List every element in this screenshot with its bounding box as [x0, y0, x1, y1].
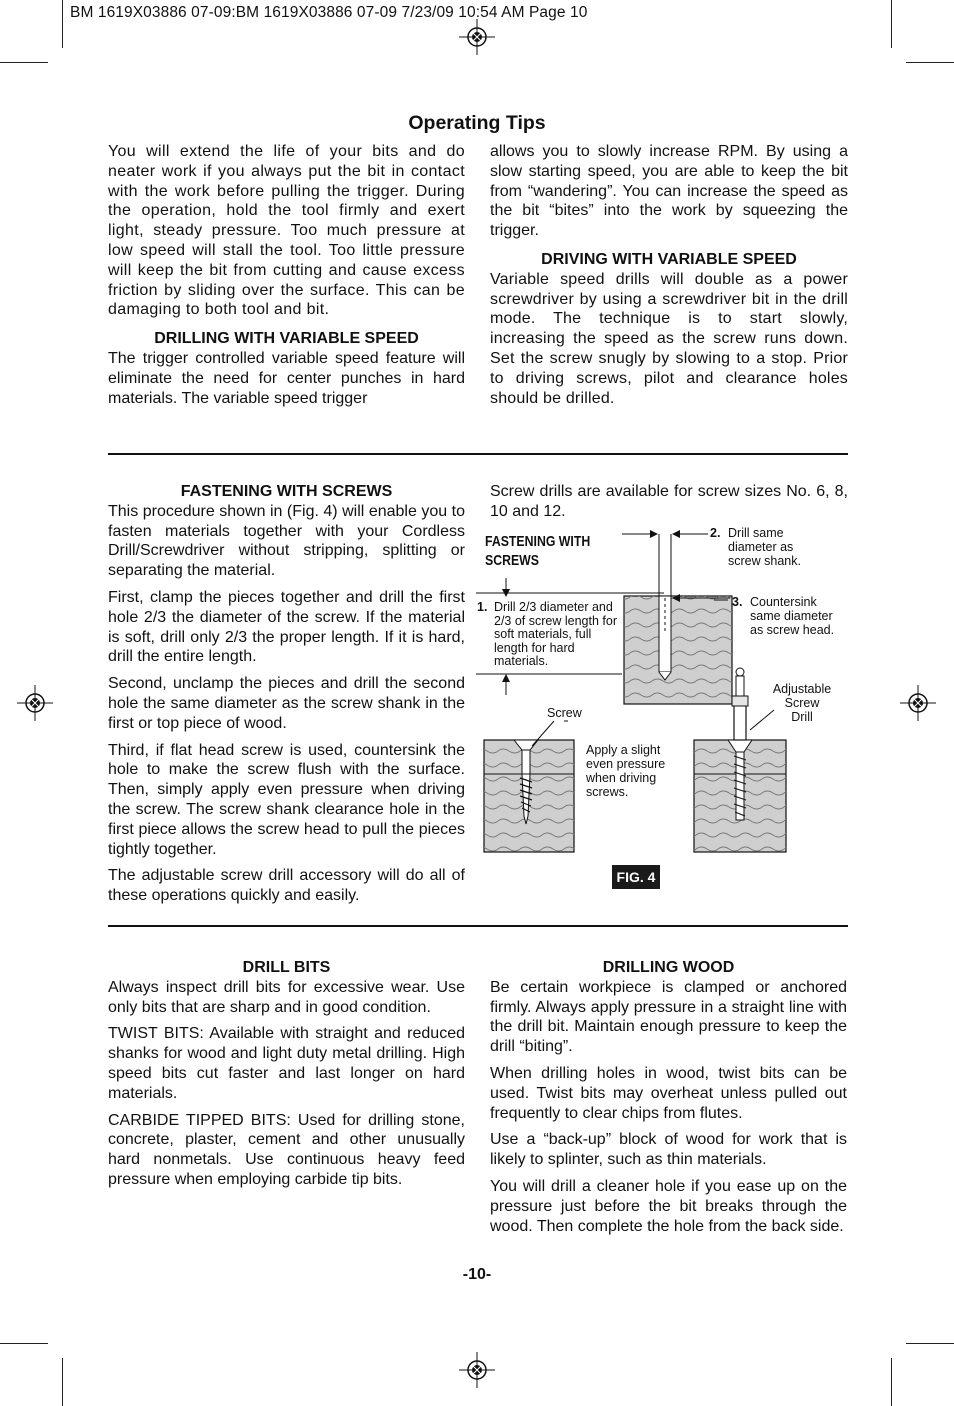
- section1-left-column: [108, 142, 465, 408]
- section2-right-column: [490, 482, 848, 522]
- fig-label-3-number: 3.: [732, 595, 743, 609]
- drilling-wood-paragraph: You will drill a cleaner hole if you ease up on the pressure just before the bit breaks through the wood. Then complete the hole from the back side.: [490, 1177, 847, 1235]
- fastening-paragraph: Second, unclamp the pieces and drill the second hole the same diameter as the screw shank in the first or top piece of wood.: [108, 675, 465, 732]
- fig-pressure-line: even pressure: [586, 757, 666, 771]
- drill-bits-paragraph: TWIST BITS: Available with straight and reduced shanks for wood and light duty metal drilling. High speed bits cut faster and last longer on hard materials.: [108, 1025, 465, 1102]
- drill-bits-heading: DRILL BITS: [242, 959, 331, 976]
- fastening-screws-heading: FASTENING WITH SCREWS: [180, 483, 393, 500]
- fig-label-1-line: 2/3 of screw length for: [494, 613, 617, 628]
- registration-mark-bottom-icon: [459, 1352, 495, 1388]
- page-number: -10-: [462, 1266, 492, 1283]
- drill-bits-paragraph: CARBIDE TIPPED BITS: Used for drilling stone, concrete, plaster, cement and other unusually hard nonmetals. Use continuous heavy feed pressure when employing carbide tip bits.: [108, 1111, 465, 1188]
- crop-mark-bottom-right-h: [906, 1343, 954, 1344]
- crop-mark-bottom-left-h: [0, 1343, 48, 1344]
- crop-mark-top-left-v: [62, 0, 63, 48]
- crop-mark-top-left-h: [0, 62, 48, 63]
- drilling-variable-speed-heading: DRILLING WITH VARIABLE SPEED: [154, 330, 419, 348]
- fig-heading-line1: FASTENING WITH: [485, 533, 591, 550]
- fig-adjustable-line: Drill: [791, 710, 813, 724]
- fastening-paragraph: Third, if flat head screw is used, countersink the hole to make the screw flush with the surface. Then, simply apply even pressure when driving the screw. The screw shank clearance hole in the first piece allows the screw head to pull the pieces tightly together.: [108, 741, 465, 858]
- section1-right-column: [490, 142, 848, 408]
- driving-variable-speed-text: Variable speed drills will double as a power screwdriver by using a screwdriver bit in the drill mode. The technique is to start slowly, increasing the speed as the screw runs down. Set the screw snugly by slowing to a stop. Prior to driving screws, pilot and clearance holes should be drilled.: [490, 270, 848, 407]
- registration-mark-right-icon: [900, 685, 936, 721]
- fig-label-2-number: 2.: [710, 526, 721, 540]
- fig4-tag: FIG. 4: [612, 865, 660, 889]
- section2-left-column: [108, 482, 465, 906]
- crop-mark-top-right-h: [906, 62, 954, 63]
- crop-mark-top-right-v: [891, 0, 892, 48]
- crop-mark-bottom-left-v: [62, 1358, 63, 1406]
- fig-label-1-number: 1.: [477, 600, 488, 614]
- drilling-wood-paragraph: Be certain workpiece is clamped or anchored firmly. Always apply pressure in a straight line with the drill bit. Maintain enough pressure to keep the drill “biting”.: [490, 978, 847, 1056]
- fig-label-3-line: Countersink: [750, 595, 817, 609]
- section-divider-1: [108, 453, 848, 455]
- registration-mark-left-icon: [17, 685, 53, 721]
- fig-adjustable-line: Adjustable: [772, 682, 832, 696]
- drilling-wood-heading: DRILLING WOOD: [602, 959, 735, 976]
- fig-screw-label: Screw: [547, 706, 582, 720]
- drill-bits-paragraph: Always inspect drill bits for excessive wear. Use only bits that are sharp and in good condition.: [108, 978, 465, 1016]
- fig-label-1-line: materials.: [494, 654, 549, 668]
- section3-right-column: [490, 958, 847, 1236]
- section3-left-column: [108, 958, 465, 1190]
- fig-label-2-line: diameter as: [728, 540, 794, 554]
- section-divider-2: [108, 925, 848, 927]
- intro-paragraph: You will extend the life of your bits and do neater work if you always put the bit in contact with the work before pulling the trigger. During the operation, hold the tool firmly and exert light, steady pressure. Too much pressure at low speed will stall the tool. Too little pressure will keep the bit from cutting and cause excess friction by sliding over the surface. This can be damaging to both tool and bit.: [108, 143, 465, 319]
- drilling-wood-paragraph: Use a “back-up” block of wood for work that is likely to splinter, such as thin materials.: [490, 1131, 847, 1169]
- fig-pressure-line: screws.: [586, 785, 629, 799]
- print-slug: BM 1619X03886 07-09:BM 1619X03886 07-09 7/23/09 10:54 AM Page 10: [70, 4, 588, 21]
- fastening-paragraph: The adjustable screw drill accessory will do all of these operations quickly and easily.: [108, 867, 465, 905]
- drilling-wood-paragraph: When drilling holes in wood, twist bits can be used. Twist bits may overheat unless pulled out frequently to clear chips from flutes.: [490, 1064, 847, 1122]
- drilling-variable-speed-text-end: allows you to slowly increase RPM. By using a slow starting speed, you are able to keep the bit from “wandering”. You can increase the speed as the bit “bites” into the work by squeezing the trigger.: [490, 143, 848, 240]
- fig-pressure-line: Apply a slight: [586, 743, 661, 757]
- fig-label-1-line: length for hard: [494, 640, 575, 655]
- fig-label-1-line: soft materials, full: [494, 627, 592, 641]
- page-title: Operating Tips: [408, 112, 546, 134]
- fig-label-3-line: same diameter: [750, 609, 833, 623]
- screw-sizes-text: Screw drills are available for screw sizes No. 6, 8, 10 and 12.: [490, 483, 848, 520]
- fig-adjustable-line: Screw: [784, 696, 820, 710]
- fig-heading-line2: SCREWS: [485, 552, 539, 569]
- wood-block-pilot-hole: [624, 534, 732, 704]
- fig-label-2-line: screw shank.: [728, 554, 801, 568]
- fig-label-3-line: as screw head.: [750, 623, 835, 637]
- registration-mark-top-icon: [459, 19, 495, 55]
- crop-mark-bottom-right-v: [891, 1358, 892, 1406]
- fastening-paragraph: This procedure shown in (Fig. 4) will enable you to fasten materials together with your Cordless Drill/Screwdriver without stripping, splitting or separating the material.: [108, 502, 465, 580]
- drilling-variable-speed-text-start: The trigger controlled variable speed feature will eliminate the need for center punches in hard materials. The variable speed trigger: [108, 349, 465, 407]
- fig-label-2-line: Drill same: [728, 526, 784, 540]
- fastening-paragraph: First, clamp the pieces together and drill the first hole 2/3 the diameter of the screw. If the material is soft, drill only 2/3 the proper length. If it is hard, drill the entire length.: [108, 588, 465, 666]
- driving-variable-speed-heading: DRIVING WITH VARIABLE SPEED: [541, 250, 797, 268]
- fig-pressure-line: when driving: [586, 771, 657, 785]
- wood-block-with-screw: [484, 740, 574, 852]
- fig-label-1-line: Drill 2/3 diameter and: [494, 600, 613, 614]
